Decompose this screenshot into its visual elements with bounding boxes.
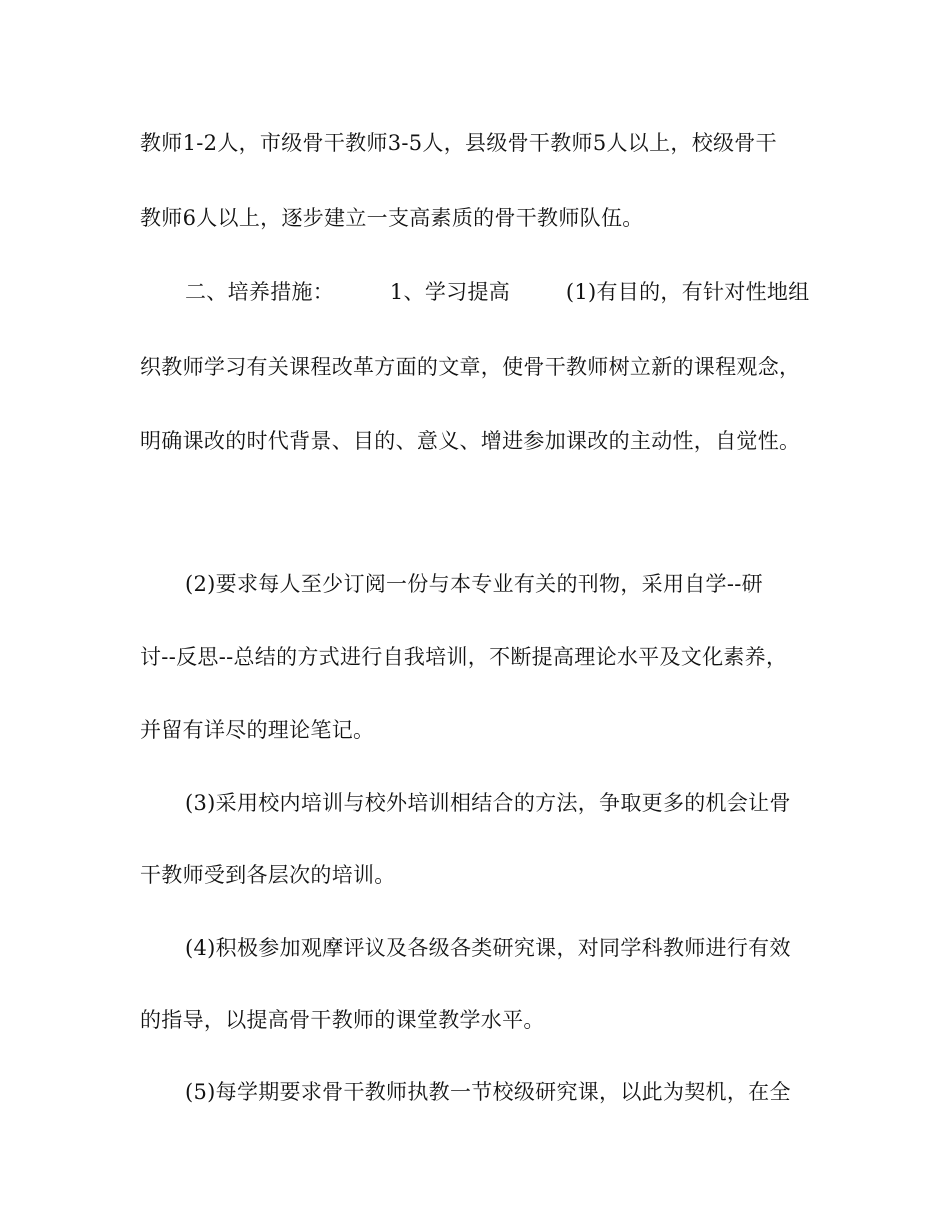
- text-line-9: (3)采用校内培训与校外培训相结合的方法，争取更多的机会让骨: [185, 791, 791, 815]
- text-line-4: 织教师学习有关课程改革方面的文章，使骨干教师树立新的课程观念，: [140, 355, 801, 379]
- text-line-8: 并留有详尽的理论笔记。: [140, 718, 375, 742]
- text-line-7: 讨--反思--总结的方式进行自我培训，不断提高理论水平及文化素养，: [140, 645, 788, 669]
- text-line-2: 教师6人以上，逐步建立一支高素质的骨干教师队伍。: [140, 206, 644, 230]
- text-line-5: 明确课改的时代背景、目的、意义、增进参加课改的主动性，自觉性。: [140, 429, 801, 453]
- text-line-12: 的指导，以提高骨干教师的课堂教学水平。: [140, 1008, 545, 1032]
- text-line-3: 二、培养措施： 1、学习提高 (1)有目的，有针对性地组: [185, 280, 810, 304]
- text-line-6: (2)要求每人至少订阅一份与本专业有关的刊物，采用自学--研: [185, 572, 763, 596]
- text-line-11: (4)积极参加观摩评议及各级各类研究课，对同学科教师进行有效: [185, 936, 791, 960]
- text-line-1: 教师1-2人，市级骨干教师3-5人，县级骨干教师5人以上，校级骨干: [140, 131, 777, 155]
- text-line-10: 干教师受到各层次的培训。: [140, 863, 396, 887]
- text-line-13: (5)每学期要求骨干教师执教一节校级研究课，以此为契机，在全: [185, 1080, 791, 1104]
